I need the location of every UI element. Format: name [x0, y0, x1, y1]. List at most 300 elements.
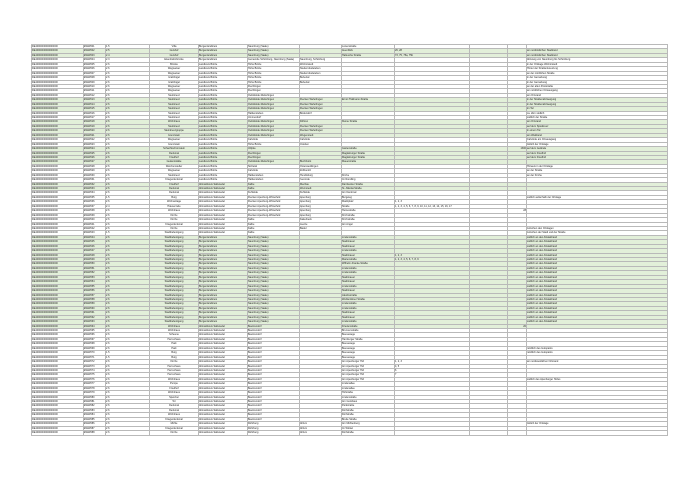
- table-cell[interactable]: Wolmirstedt: [300, 62, 342, 66]
- table-cell[interactable]: EWW069: [84, 346, 106, 350]
- table-cell[interactable]: 20: [508, 324, 527, 328]
- table-cell[interactable]: DE4000000000000000: [32, 187, 84, 191]
- table-cell[interactable]: 1.5: [106, 351, 150, 355]
- table-cell[interactable]: Wohnhaus: [150, 120, 199, 124]
- table-cell[interactable]: Beetzendorf: [248, 413, 300, 417]
- table-cell[interactable]: EWW024: [84, 147, 106, 151]
- table-cell[interactable]: Denkmal: [150, 404, 199, 408]
- table-cell[interactable]: EWW034: [84, 191, 106, 195]
- table-cell[interactable]: Beetzendorf: [248, 351, 300, 355]
- table-cell[interactable]: DE4000000000000000: [32, 133, 84, 137]
- table-cell[interactable]: Lindenstraße: [342, 284, 395, 288]
- table-cell[interactable]: nördlich des Gutsparks: [527, 351, 668, 355]
- table-cell[interactable]: Altmarkkreis Salzwedel: [199, 195, 248, 199]
- table-cell[interactable]: Park: [150, 346, 199, 350]
- table-cell[interactable]: Burgenlandkreis: [199, 58, 248, 62]
- table-cell[interactable]: Stadtbefestigung: [150, 231, 199, 235]
- table-cell[interactable]: EWW013: [84, 98, 106, 102]
- table-cell[interactable]: 2.6: [106, 266, 150, 270]
- table-cell[interactable]: nördlich des Gutsparks: [527, 346, 668, 350]
- table-cell[interactable]: 2.6: [106, 222, 150, 226]
- table-cell[interactable]: EWW004: [84, 58, 106, 62]
- table-cell[interactable]: EWW052: [84, 271, 106, 275]
- table-cell[interactable]: Stadtbefestigung: [150, 302, 199, 306]
- table-cell[interactable]: Gutshof: [150, 53, 199, 57]
- table-cell[interactable]: [395, 431, 470, 435]
- table-cell[interactable]: auf dem Spielkreuz: [527, 124, 668, 128]
- table-cell[interactable]: Altmarkkreis Salzwedel: [199, 377, 248, 381]
- table-cell[interactable]: 2.6: [106, 293, 150, 297]
- table-cell[interactable]: Wegweiser: [150, 84, 199, 88]
- table-cell[interactable]: DE4000000000000000: [32, 49, 84, 53]
- table-cell[interactable]: Stadtbefestigung: [150, 266, 199, 270]
- table-cell[interactable]: Burgenlandkreis: [199, 45, 248, 49]
- table-cell[interactable]: Beesewege: [342, 342, 395, 346]
- table-cell[interactable]: Herrenhaus: [150, 368, 199, 372]
- table-cell[interactable]: EWW057: [84, 293, 106, 297]
- table-cell[interactable]: Park: [150, 342, 199, 346]
- table-cell[interactable]: DE4000000000000000: [32, 155, 84, 159]
- table-cell[interactable]: Stadtbefestigung: [150, 311, 199, 315]
- table-cell[interactable]: Burgenlandkreis: [199, 271, 248, 275]
- table-cell[interactable]: ca. 2km südlich: [527, 111, 668, 115]
- table-cell[interactable]: Burgenlandkreis: [199, 253, 248, 257]
- table-cell[interactable]: Burgenlandkreis: [199, 244, 248, 248]
- table-cell[interactable]: Naumburg (Saale): [248, 320, 300, 324]
- table-cell[interactable]: DE4000000000000000: [32, 178, 84, 182]
- table-cell[interactable]: Bebertal: [300, 80, 342, 84]
- table-cell[interactable]: Naumburg (Saale): [248, 258, 300, 262]
- table-cell[interactable]: DE4000000000000000: [32, 191, 84, 195]
- table-cell[interactable]: Gemeinde Schönburg, Naumburg (Saale): [248, 58, 300, 62]
- table-cell[interactable]: DE4000000000000000: [32, 138, 84, 142]
- table-cell[interactable]: Gedenkstätte: [150, 160, 199, 164]
- table-cell[interactable]: Herrenhaus: [150, 337, 199, 341]
- table-cell[interactable]: Stadtbefestigung: [150, 271, 199, 275]
- table-cell[interactable]: DE4000000000000000: [32, 129, 84, 133]
- table-cell[interactable]: 2.6: [106, 280, 150, 284]
- table-cell[interactable]: südlich an den Altstadtrand: [527, 289, 668, 293]
- table-cell[interactable]: EWW039: [84, 213, 106, 217]
- table-cell[interactable]: EWW032: [84, 182, 106, 186]
- table-cell[interactable]: Kalbe: [248, 222, 300, 226]
- table-cell[interactable]: 2.6: [106, 417, 150, 421]
- table-cell[interactable]: Steinkreuz: [150, 98, 199, 102]
- table-cell[interactable]: DE4000000000000000: [32, 382, 84, 386]
- table-cell[interactable]: Wegweiser: [150, 169, 199, 173]
- table-cell[interactable]: Naumburg (Saale): [248, 275, 300, 279]
- table-cell[interactable]: Apenburg: [300, 209, 342, 213]
- table-cell[interactable]: Irxleben: [300, 142, 342, 146]
- table-cell[interactable]: Altmarkkreis Salzwedel: [199, 182, 248, 186]
- table-cell[interactable]: 2.6: [106, 249, 150, 253]
- table-cell[interactable]: Kalbe: [248, 218, 300, 222]
- table-cell[interactable]: DE4000000000000000: [32, 293, 84, 297]
- table-cell[interactable]: EWW058: [84, 297, 106, 301]
- table-cell[interactable]: DE4000000000000000: [32, 142, 84, 146]
- table-cell[interactable]: Burgenlandkreis: [199, 311, 248, 315]
- table-cell[interactable]: Landkreis Börde: [199, 93, 248, 97]
- table-cell[interactable]: 2.6: [106, 360, 150, 364]
- table-cell[interactable]: DE4000000000000000: [32, 164, 84, 168]
- table-cell[interactable]: Jeetze: [300, 222, 342, 226]
- table-cell[interactable]: Marienstraße: [342, 258, 395, 262]
- table-cell[interactable]: 2.4: [106, 53, 150, 57]
- table-cell[interactable]: 2.6: [106, 240, 150, 244]
- table-cell[interactable]: südlich an den Altstadtrand: [527, 240, 668, 244]
- table-cell[interactable]: Altmarkkreis Salzwedel: [199, 226, 248, 230]
- table-cell[interactable]: Altmarkkreis Salzwedel: [199, 364, 248, 368]
- table-cell[interactable]: EWW082: [84, 404, 106, 408]
- table-cell[interactable]: südlich an den Altstadtrand: [527, 284, 668, 288]
- table-cell[interactable]: Wohnhaus: [150, 413, 199, 417]
- table-cell[interactable]: Landkreis Börde: [199, 164, 248, 168]
- table-cell[interactable]: Naumburg (Saale): [248, 235, 300, 239]
- table-cell[interactable]: Altmarkkreis Salzwedel: [199, 337, 248, 341]
- table-cell[interactable]: 2.5: [106, 49, 150, 53]
- table-cell[interactable]: DE4000000000000000: [32, 360, 84, 364]
- table-cell[interactable]: zwischen der Stadt und der Straße: [527, 231, 668, 235]
- table-cell[interactable]: Niederndodeleben: [300, 71, 342, 75]
- table-cell[interactable]: EWW056: [84, 289, 106, 293]
- table-cell[interactable]: Stadtbefestigung: [150, 262, 199, 266]
- table-cell[interactable]: in einem Tal: [527, 129, 668, 133]
- table-cell[interactable]: EWW035: [84, 195, 106, 199]
- table-cell[interactable]: Burgenlandkreis: [199, 289, 248, 293]
- table-cell[interactable]: Flecken Weferlingen: [300, 107, 342, 111]
- table-cell[interactable]: Beetzendorf: [248, 368, 300, 372]
- table-cell[interactable]: DE4000000000000000: [32, 222, 84, 226]
- table-cell[interactable]: Landkreis Börde: [199, 160, 248, 164]
- table-cell[interactable]: Hohe Börde: [248, 76, 300, 80]
- table-cell[interactable]: Landkreis Börde: [199, 142, 248, 146]
- table-cell[interactable]: EWW050: [84, 262, 106, 266]
- table-cell[interactable]: EWW077: [84, 382, 106, 386]
- table-cell[interactable]: 2.6: [106, 160, 150, 164]
- table-cell[interactable]: Flecken Apenburg-Winterfeld: [248, 195, 300, 199]
- table-cell[interactable]: DE4000000000000000: [32, 368, 84, 372]
- table-cell[interactable]: Landkreis Börde: [199, 98, 248, 102]
- table-cell[interactable]: Kriegerdenkmal: [150, 178, 199, 182]
- table-cell[interactable]: 1, 2, 3: [395, 253, 470, 257]
- table-cell[interactable]: Kirche: [150, 213, 199, 217]
- table-cell[interactable]: DE4000000000000000: [32, 160, 84, 164]
- table-cell[interactable]: am nordöstlichen Stadtrand: [527, 49, 668, 53]
- table-cell[interactable]: 2.6: [106, 84, 150, 88]
- table-cell[interactable]: Luisenstraße: [342, 45, 395, 49]
- table-cell[interactable]: Denkmal: [150, 187, 199, 191]
- table-cell[interactable]: Landkreis Börde: [199, 129, 248, 133]
- table-cell[interactable]: 2.6: [106, 422, 150, 426]
- table-cell[interactable]: Villa: [150, 45, 199, 49]
- table-cell[interactable]: Landkreis Börde: [199, 173, 248, 177]
- table-cell[interactable]: DE4000000000000000: [32, 71, 84, 75]
- table-cell[interactable]: Lindenstraße: [342, 266, 395, 270]
- table-cell[interactable]: 1.5: [106, 45, 150, 49]
- table-cell[interactable]: Beetzendorf: [248, 337, 300, 341]
- table-cell[interactable]: EWW011: [84, 89, 106, 93]
- table-cell[interactable]: Steinkreuz: [150, 93, 199, 97]
- table-cell[interactable]: DE4000000000000000: [32, 45, 84, 49]
- table-cell[interactable]: EWW001: [84, 45, 106, 49]
- table-cell[interactable]: Oebisfelde-Weferlingen: [248, 107, 300, 111]
- table-cell[interactable]: 2.6: [106, 80, 150, 84]
- table-cell[interactable]: 2.6: [106, 226, 150, 230]
- table-cell[interactable]: Flecken Apenburg-Winterfeld: [248, 209, 300, 213]
- table-cell[interactable]: 2.6: [106, 262, 150, 266]
- table-cell[interactable]: Stadtbefestigung: [150, 289, 199, 293]
- table-cell[interactable]: an der Kirche: [527, 173, 668, 177]
- table-cell[interactable]: Stadtmauer: [342, 289, 395, 293]
- table-cell[interactable]: Burgenlandkreis: [199, 297, 248, 301]
- table-cell[interactable]: am nördlichen Ortsausgang: [527, 89, 668, 93]
- table-cell[interactable]: Jakobsstraße: [342, 293, 395, 297]
- table-cell[interactable]: Denkmal: [150, 151, 199, 155]
- table-cell[interactable]: DE4000000000000000: [32, 173, 84, 177]
- table-cell[interactable]: südlich an den Altstadtrand: [527, 306, 668, 310]
- table-cell[interactable]: Häuserzeile: [150, 204, 199, 208]
- table-cell[interactable]: Flecken Weferlingen: [300, 98, 342, 102]
- table-cell[interactable]: Altmarkkreis Salzwedel: [199, 391, 248, 395]
- table-cell[interactable]: Stadtbefestigung: [150, 293, 199, 297]
- table-cell[interactable]: Altmarkkreis Salzwedel: [199, 342, 248, 346]
- table-cell[interactable]: Landkreis Börde: [199, 147, 248, 151]
- table-cell[interactable]: 2.6: [106, 213, 150, 217]
- table-cell[interactable]: Hohe Börde: [248, 62, 300, 66]
- table-cell[interactable]: EWW029: [84, 169, 106, 173]
- table-cell[interactable]: Altmarkkreis Salzwedel: [199, 400, 248, 404]
- table-cell[interactable]: Ahlum: [300, 431, 342, 435]
- table-cell[interactable]: Landkreis Börde: [199, 80, 248, 84]
- table-cell[interactable]: Landkreis Börde: [199, 67, 248, 71]
- table-cell[interactable]: Wegenstedt: [300, 133, 342, 137]
- table-cell[interactable]: Beetzendorf: [248, 333, 300, 337]
- table-cell[interactable]: Altmarkkreis Salzwedel: [199, 422, 248, 426]
- table-cell[interactable]: Stadtbefestigung: [150, 297, 199, 301]
- table-cell[interactable]: Breite Straße: [342, 417, 395, 421]
- table-cell[interactable]: Steinkreuzgruppe: [150, 129, 199, 133]
- table-cell[interactable]: EWW087: [84, 426, 106, 430]
- table-cell[interactable]: südlich an den Altstadtrand: [527, 302, 668, 306]
- table-cell[interactable]: Naumburg (Saale): [248, 253, 300, 257]
- table-cell[interactable]: Burgenlandkreis: [199, 315, 248, 319]
- table-cell[interactable]: Herrenhaus: [150, 364, 199, 368]
- table-cell[interactable]: südlich an den Altstadtrand: [527, 253, 668, 257]
- table-cell[interactable]: EWW059: [84, 302, 106, 306]
- table-cell[interactable]: Altmarkkreis Salzwedel: [199, 404, 248, 408]
- table-cell[interactable]: [527, 431, 668, 435]
- table-cell[interactable]: 2.6: [106, 67, 150, 71]
- table-cell[interactable]: Stadtbefestigung: [150, 249, 199, 253]
- table-cell[interactable]: DE4000000000000000: [32, 253, 84, 257]
- table-cell[interactable]: Weichensteller: [150, 164, 199, 168]
- table-cell[interactable]: Burg: [150, 195, 199, 199]
- table-cell[interactable]: Beetzendorf: [248, 395, 300, 399]
- table-cell[interactable]: EWW009: [84, 80, 106, 84]
- table-cell[interactable]: EWW078: [84, 386, 106, 390]
- table-cell[interactable]: EWW070: [84, 351, 106, 355]
- table-cell[interactable]: Tor: [150, 400, 199, 404]
- table-cell[interactable]: Hofstraße: [342, 391, 395, 395]
- table-cell[interactable]: Landkreis Börde: [199, 107, 248, 111]
- table-cell[interactable]: DE4000000000000000: [32, 213, 84, 217]
- table-cell[interactable]: EWW006: [84, 67, 106, 71]
- table-cell[interactable]: 2.6: [106, 408, 150, 412]
- table-cell[interactable]: DE4000000000000000: [32, 342, 84, 346]
- table-cell[interactable]: 2.6: [106, 120, 150, 124]
- table-cell[interactable]: EWW033: [84, 187, 106, 191]
- table-cell[interactable]: 2.4: [106, 204, 150, 208]
- table-cell[interactable]: EWW040: [84, 218, 106, 222]
- table-cell[interactable]: Wegweiser: [150, 138, 199, 142]
- table-cell[interactable]: Burgenlandkreis: [199, 235, 248, 239]
- table-cell[interactable]: 1, 2, 3, 4, 5, 6, 7, 8, 9, 10, 11, 12, 13, 14, 15, 16, 17: [395, 204, 470, 208]
- table-cell[interactable]: Dorfstraße: [342, 413, 395, 417]
- table-cell[interactable]: Altmarkkreis Salzwedel: [199, 395, 248, 399]
- table-cell[interactable]: Landkreis Börde: [199, 102, 248, 106]
- table-cell[interactable]: Landkreis Börde: [199, 76, 248, 80]
- table-cell[interactable]: DE4000000000000000: [32, 355, 84, 359]
- table-cell[interactable]: Altmarkkreis Salzwedel: [199, 426, 248, 430]
- table-cell[interactable]: Burgenlandkreis: [199, 249, 248, 253]
- table-cell[interactable]: südlich an den Altstadtrand: [527, 249, 668, 253]
- table-cell[interactable]: Beetzendorf: [248, 324, 300, 328]
- table-cell[interactable]: Altmarkkreis Salzwedel: [199, 333, 248, 337]
- table-cell[interactable]: DE4000000000000000: [32, 209, 84, 213]
- table-cell[interactable]: Stadtbefestigung: [150, 284, 199, 288]
- table-cell[interactable]: Flechtingen: [248, 89, 300, 93]
- table-cell[interactable]: 1.5: [106, 231, 150, 235]
- table-cell[interactable]: Apenburg: [300, 200, 342, 204]
- table-cell[interactable]: 73, 75, 75a, 75b: [395, 53, 470, 57]
- table-cell[interactable]: auf dem Gelände: [527, 147, 668, 151]
- table-cell[interactable]: Stadtbefestigung: [150, 258, 199, 262]
- table-cell[interactable]: EWW055: [84, 284, 106, 288]
- table-cell[interactable]: Beesewege: [342, 333, 395, 337]
- table-cell[interactable]: Am Apenburger Hof: [342, 377, 395, 381]
- table-cell[interactable]: DE4000000000000000: [32, 204, 84, 208]
- table-cell[interactable]: 2.6: [106, 315, 150, 319]
- table-cell[interactable]: am Ortsrand: [527, 120, 668, 124]
- table-cell[interactable]: südlich an den Altstadtrand: [527, 275, 668, 279]
- table-cell[interactable]: Stadtbefestigung: [150, 275, 199, 279]
- table-cell[interactable]: [470, 431, 508, 435]
- table-cell[interactable]: Lindenallee: [342, 382, 395, 386]
- table-cell[interactable]: EWW076: [84, 377, 106, 381]
- table-cell[interactable]: Magdeburger Straße: [342, 155, 395, 159]
- table-cell[interactable]: Burgenlandkreis: [199, 320, 248, 324]
- table-cell[interactable]: Kirche: [150, 431, 199, 435]
- table-cell[interactable]: 2.6: [106, 164, 150, 168]
- table-cell[interactable]: Dorfstraße: [342, 408, 395, 412]
- table-cell[interactable]: in der Straßenabzweigung: [527, 102, 668, 106]
- table-cell[interactable]: Marktplatz: [342, 200, 395, 204]
- table-cell[interactable]: Kirchstraße: [342, 218, 395, 222]
- table-cell[interactable]: 2.6: [106, 329, 150, 333]
- table-cell[interactable]: in der Gemarkung: [527, 80, 668, 84]
- table-cell[interactable]: 2.6: [106, 377, 150, 381]
- table-cell[interactable]: in der Straßenabzweigung: [527, 98, 668, 102]
- table-cell[interactable]: Naumburg (Saale): [248, 244, 300, 248]
- table-cell[interactable]: DE4000000000000000: [32, 195, 84, 199]
- table-cell[interactable]: 2.6: [106, 129, 150, 133]
- table-cell[interactable]: DE4000000000000000: [32, 320, 84, 324]
- table-cell[interactable]: Lindenstraße: [342, 249, 395, 253]
- table-cell[interactable]: Oebisfelde-Weferlingen: [248, 129, 300, 133]
- table-cell[interactable]: EWW083: [84, 408, 106, 412]
- table-cell[interactable]: Beetzendorf: [248, 360, 300, 364]
- table-cell[interactable]: Stadtbefestigung: [150, 320, 199, 324]
- table-cell[interactable]: Beetzendorf: [248, 408, 300, 412]
- table-cell[interactable]: Wilhelm-Franke-Straße: [342, 262, 395, 266]
- table-cell[interactable]: EWW026: [84, 155, 106, 159]
- table-cell[interactable]: Weißenfelser Straße: [342, 297, 395, 301]
- table-cell[interactable]: Stadtmauer: [342, 240, 395, 244]
- table-cell[interactable]: Apenburg: [300, 204, 342, 208]
- table-cell[interactable]: Speicher: [150, 395, 199, 399]
- table-cell[interactable]: Kalbe: [248, 182, 300, 186]
- table-cell[interactable]: DE4000000000000000: [32, 386, 84, 390]
- table-cell[interactable]: Altmarkkreis Salzwedel: [199, 231, 248, 235]
- table-cell[interactable]: Stadtbefestigung: [150, 240, 199, 244]
- table-cell[interactable]: EWW064: [84, 324, 106, 328]
- table-cell[interactable]: DE4000000000000000: [32, 169, 84, 173]
- table-cell[interactable]: an der nördlichen Straße: [527, 71, 668, 75]
- table-cell[interactable]: Stadtmauer: [342, 275, 395, 279]
- table-cell[interactable]: Zobbenitz: [300, 169, 342, 173]
- table-cell[interactable]: 2.6: [106, 337, 150, 341]
- table-cell[interactable]: 2.6: [106, 289, 150, 293]
- table-cell[interactable]: Grabhügel: [150, 76, 199, 80]
- table-cell[interactable]: Osterweddingen: [300, 164, 342, 168]
- table-cell[interactable]: südlich außerhalb der Ortslage: [527, 195, 668, 199]
- table-cell[interactable]: Altmarkkreis Salzwedel: [199, 209, 248, 213]
- table-cell[interactable]: in der Gemarkung: [527, 76, 668, 80]
- table-cell[interactable]: 2.6: [106, 302, 150, 306]
- table-cell[interactable]: Im Winkel: [342, 426, 395, 430]
- table-cell[interactable]: am Ortsrand: [527, 93, 668, 97]
- table-cell[interactable]: Hohe Börde: [248, 67, 300, 71]
- table-cell[interactable]: Oebisfelde-Weferlingen: [248, 124, 300, 128]
- table-cell[interactable]: Beetzendorf: [248, 382, 300, 386]
- table-cell[interactable]: Hamburger Straße: [342, 337, 395, 341]
- table-cell[interactable]: DE4000000000000000: [32, 147, 84, 151]
- table-cell[interactable]: Flechtingen: [248, 84, 300, 88]
- table-cell[interactable]: Kirche: [150, 226, 199, 230]
- table-cell[interactable]: DE4000000000000000: [32, 280, 84, 284]
- table-cell[interactable]: EWW051: [84, 266, 106, 270]
- table-cell[interactable]: 7: [395, 373, 470, 377]
- table-cell[interactable]: Kriegerdenkmal: [150, 222, 199, 226]
- table-cell[interactable]: EWW061: [84, 311, 106, 315]
- table-cell[interactable]: Landkreis Börde: [199, 133, 248, 137]
- table-cell[interactable]: DE4000000000000000: [32, 329, 84, 333]
- table-cell[interactable]: an der Straße: [527, 169, 668, 173]
- table-cell[interactable]: EWW041: [84, 222, 106, 226]
- table-cell[interactable]: an der alten Poststraße: [527, 84, 668, 88]
- table-cell[interactable]: 28: [508, 209, 527, 213]
- table-cell[interactable]: DE4000000000000000: [32, 289, 84, 293]
- table-cell[interactable]: DE4000000000000000: [32, 351, 84, 355]
- table-cell[interactable]: Naumburg (Saale): [248, 293, 300, 297]
- table-cell[interactable]: Beetzendorf: [248, 386, 300, 390]
- table-cell[interactable]: 2.6: [106, 142, 150, 146]
- table-cell[interactable]: Altmarkkreis Salzwedel: [199, 218, 248, 222]
- table-cell[interactable]: Landkreis Börde: [199, 169, 248, 173]
- table-cell[interactable]: EWW037: [84, 204, 106, 208]
- table-cell[interactable]: Flecken Apenburg-Winterfeld: [248, 213, 300, 217]
- table-cell[interactable]: südlich an den Altstadtrand: [527, 280, 668, 284]
